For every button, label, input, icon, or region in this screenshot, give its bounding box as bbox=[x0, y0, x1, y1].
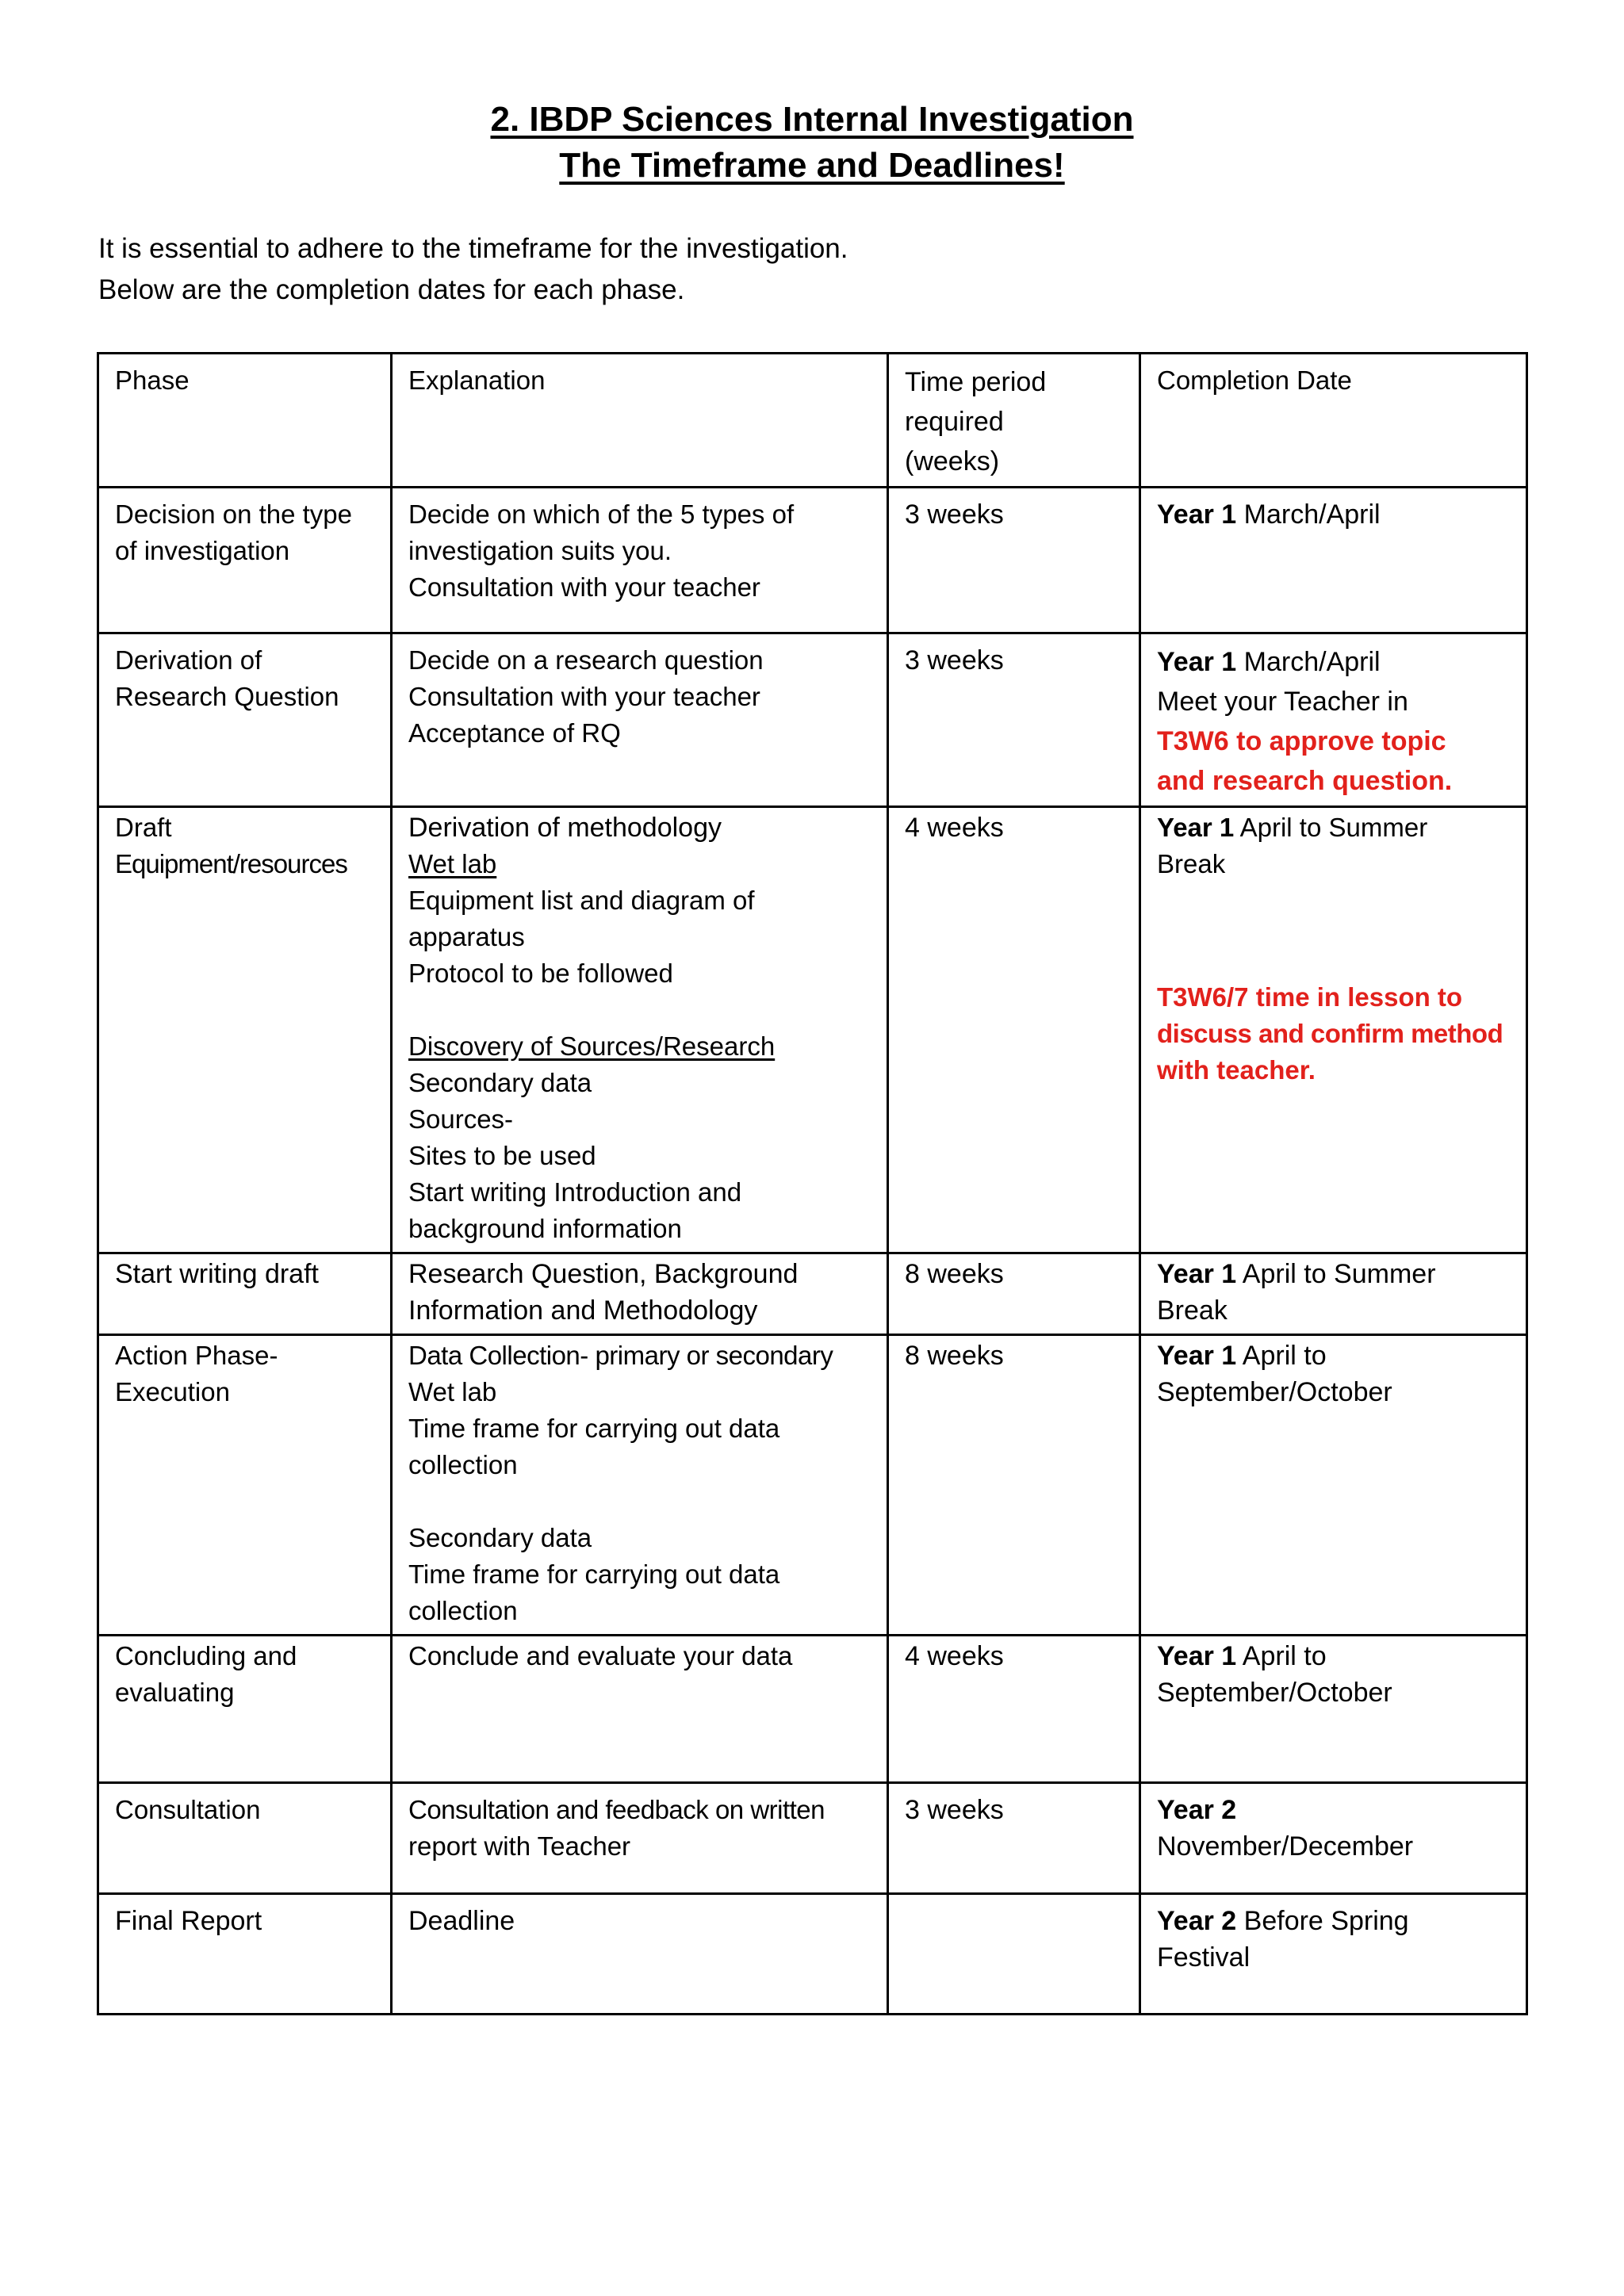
phase-cell: Derivation of Research Question bbox=[98, 633, 392, 807]
document-title: 2. IBDP Sciences Internal Investigation bbox=[490, 100, 1134, 139]
completion-cell: Year 1 April to September/October bbox=[1140, 1636, 1527, 1783]
phase-cell: Start writing draft bbox=[98, 1253, 392, 1335]
phase-cell: Final Report bbox=[98, 1894, 392, 2015]
year-label: Year 1 bbox=[1157, 813, 1235, 842]
year-label: Year 2 bbox=[1157, 1795, 1237, 1825]
explanation-cell: Decide on a research question Consultation with your teacher Acceptance of RQ bbox=[392, 633, 888, 807]
phase-cell: Draft Equipment/resources bbox=[98, 807, 392, 1253]
completion-cell: Year 1 April to Summer Break bbox=[1140, 1253, 1527, 1335]
table-row bbox=[98, 1894, 1527, 2015]
year-label: Year 1 bbox=[1157, 1259, 1237, 1289]
phase-cell: Action Phase- Execution bbox=[98, 1335, 392, 1636]
explanation-cell: Data Collection- primary or secondary Wet lab Time frame for carrying out data collection Secondary data Time frame for carrying out data collection bbox=[392, 1335, 888, 1636]
phase-cell: Consultation bbox=[98, 1783, 392, 1894]
header-time-period: Time period required (weeks) bbox=[888, 354, 1140, 488]
completion-cell: Year 1 April to Summer Break T3W6/7 time in lesson to discuss and confirm method with teacher. bbox=[1140, 807, 1527, 1253]
explanation-cell: Research Question, Background Information and Methodology bbox=[392, 1253, 888, 1335]
year-label: Year 1 bbox=[1157, 499, 1237, 530]
table-row bbox=[98, 807, 1527, 1253]
table-row bbox=[98, 1783, 1527, 1894]
explanation-cell: Consultation and feedback on written report with Teacher bbox=[392, 1783, 888, 1894]
method-confirmation-note: T3W6/7 time in lesson to bbox=[1157, 982, 1463, 1012]
time-cell: 3 weeks bbox=[888, 488, 1140, 633]
document-subtitle: The Timeframe and Deadlines! bbox=[559, 146, 1065, 185]
year-label: Year 2 bbox=[1157, 1906, 1237, 1936]
table-row bbox=[98, 1636, 1527, 1783]
time-cell: 3 weeks bbox=[888, 1783, 1140, 1894]
time-cell: 4 weeks bbox=[888, 807, 1140, 1253]
completion-cell: Year 1 March/April bbox=[1140, 488, 1527, 633]
year-label: Year 1 bbox=[1157, 647, 1237, 677]
time-cell: 3 weeks bbox=[888, 633, 1140, 807]
header-explanation: Explanation bbox=[392, 354, 888, 488]
explanation-cell: Conclude and evaluate your data bbox=[392, 1636, 888, 1783]
header-phase: Phase bbox=[98, 354, 392, 488]
time-cell bbox=[888, 1894, 1140, 2015]
explanation-cell: Derivation of methodology Wet lab Equipment list and diagram of apparatus Protocol to be followed Discovery of Sources/Research Secondary data Sources- Sites to be used Start writing Introduction and background information bbox=[392, 807, 888, 1253]
time-cell: 8 weeks bbox=[888, 1253, 1140, 1335]
table-row bbox=[98, 1253, 1527, 1335]
explanation-cell: Decide on which of the 5 types of investigation suits you. Consultation with your teacher bbox=[392, 488, 888, 633]
table-header-row bbox=[98, 354, 1527, 488]
intro-text-line-2: Below are the completion dates for each phase. bbox=[98, 274, 685, 305]
intro-text-line-1: It is essential to adhere to the timeframe for the investigation. bbox=[98, 233, 848, 264]
teacher-approval-note: T3W6 to approve topic bbox=[1157, 726, 1446, 756]
completion-cell: Year 1 April to September/October bbox=[1140, 1335, 1527, 1636]
completion-cell: Year 2 November/December bbox=[1140, 1783, 1527, 1894]
header-completion-date: Completion Date bbox=[1140, 354, 1527, 488]
completion-cell: Year 1 March/April Meet your Teacher in T3W6 to approve topic and research question. bbox=[1140, 633, 1527, 807]
table-row bbox=[98, 633, 1527, 807]
phase-cell: Decision on the type of investigation bbox=[98, 488, 392, 633]
timeframe-table bbox=[97, 352, 1528, 2015]
year-label: Year 1 bbox=[1157, 1641, 1237, 1671]
year-label: Year 1 bbox=[1157, 1341, 1237, 1371]
time-cell: 4 weeks bbox=[888, 1636, 1140, 1783]
phase-cell: Concluding and evaluating bbox=[98, 1636, 392, 1783]
time-cell: 8 weeks bbox=[888, 1335, 1140, 1636]
explanation-cell: Deadline bbox=[392, 1894, 888, 2015]
table-row bbox=[98, 488, 1527, 633]
completion-cell: Year 2 Before Spring Festival bbox=[1140, 1894, 1527, 2015]
table-row bbox=[98, 1335, 1527, 1636]
